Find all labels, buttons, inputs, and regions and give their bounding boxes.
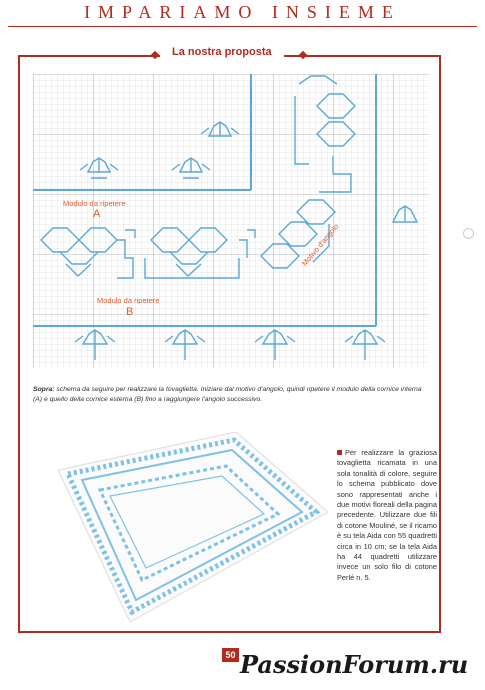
instructions-text: Per realizzare la graziosa tovaglietta ricamata in una sola tonalità di colore, seguire lo schema pubblicato dove sono rappresentati anche i due motivi floreali della pagina precedente. Utilizzare due fili di cotone Mouliné, se il ricamo è su tela Aida con 55 quadretti circa in 10 cm; se la tela Aida ha 44 quadretti utilizzare invece un solo filo di cotone Perlé n. 5. bbox=[337, 448, 437, 582]
corner-motif-label: Motivo d'angolo bbox=[300, 221, 341, 268]
binder-hole bbox=[463, 228, 474, 239]
module-b-letter: B bbox=[126, 306, 134, 318]
bullet-icon bbox=[337, 450, 342, 455]
placemat-photo bbox=[38, 432, 328, 622]
page-number: 50 bbox=[222, 648, 239, 662]
page-header bbox=[0, 0, 485, 30]
header-rule bbox=[8, 26, 477, 27]
watermark: PassionForum.ru bbox=[240, 650, 469, 679]
embroidery-chart bbox=[33, 74, 429, 368]
caption-text: schema da seguire per realizzare la tovaglietta. Iniziare dal motivo d'angolo, quindi ripetere il modulo della cornice interna (A) e quello della cornice esterna (B) fino a raggiungere l'angolo successivo. bbox=[33, 386, 422, 403]
module-b-label: Modulo da ripetere bbox=[97, 296, 160, 305]
caption-lead: Sopra: bbox=[33, 386, 55, 393]
module-a-label: Modulo da ripetere bbox=[63, 199, 126, 208]
chart-caption bbox=[33, 385, 428, 404]
header-title: IMPARIAMO INSIEME bbox=[84, 2, 401, 22]
module-a-letter: A bbox=[93, 208, 101, 220]
section-title: La nostra proposta bbox=[160, 46, 284, 58]
